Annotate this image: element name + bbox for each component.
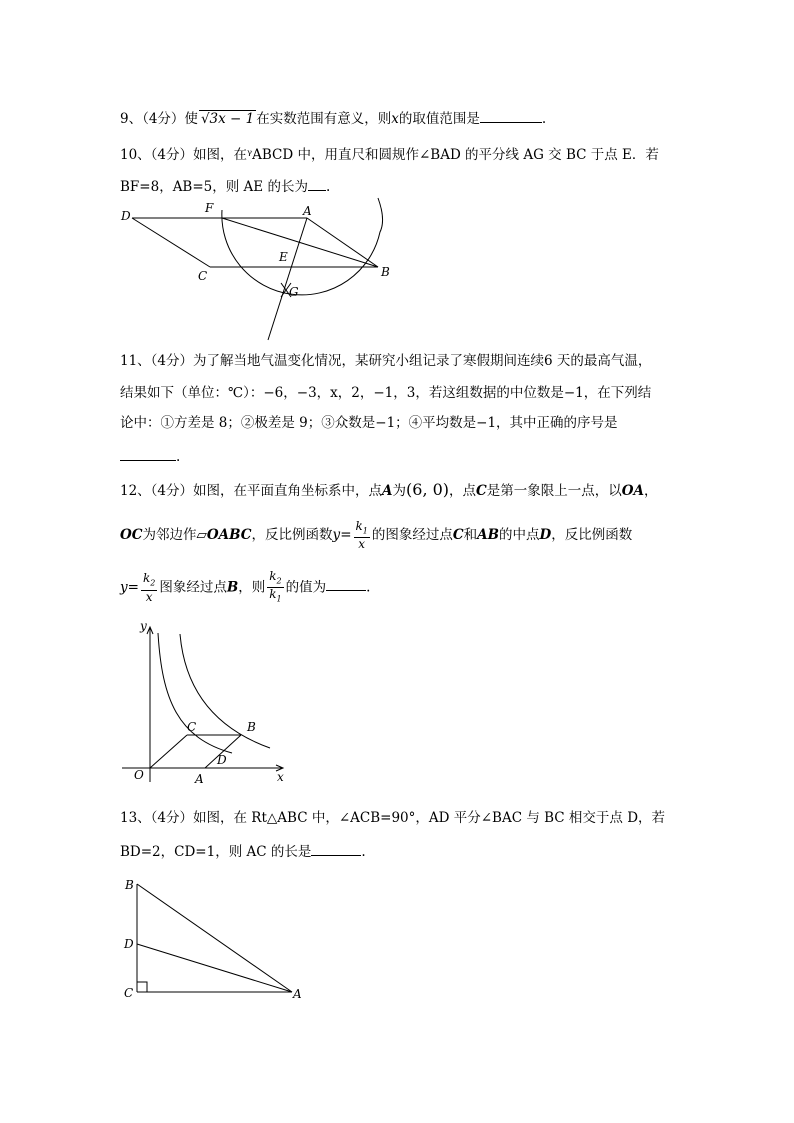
q13-line2 xyxy=(120,841,366,862)
q13-answer-blank[interactable] xyxy=(311,841,361,856)
q12-eq: = xyxy=(127,579,139,596)
q11-line2: 结果如下（单位：℃）：−6，−3，x，2，−1，3，若这组数据的中位数是−1，在下列结 xyxy=(120,385,652,401)
q13-label-D: D xyxy=(124,937,134,951)
q12-text: 的图象经过点 xyxy=(371,527,453,544)
q10-text: BF=8，AB=5，则 AE 的长为 xyxy=(120,179,308,195)
q9-sqrt: √3x − 1 xyxy=(200,111,255,127)
q11-period: . xyxy=(176,449,181,465)
q12-y: y xyxy=(332,527,341,544)
q11-line4 xyxy=(120,446,180,467)
q12-frac-k2-k1 xyxy=(267,570,283,606)
q9-text-tail: 的取值范围是 xyxy=(398,111,480,127)
q13-right-angle-mark xyxy=(137,982,147,992)
q13-side-BA xyxy=(137,884,292,992)
q13-label-A: A xyxy=(293,987,302,1001)
q12-text: ，则 xyxy=(238,579,266,596)
q13-segment-DA xyxy=(137,944,292,992)
q12-label-D: D xyxy=(217,753,227,767)
q12-period: . xyxy=(366,579,371,596)
q9-number: 9、（4分）使 xyxy=(120,111,198,127)
q12-text: ， xyxy=(644,483,658,499)
q12-point-A: A xyxy=(382,483,393,499)
q10-label-E: E xyxy=(279,250,288,264)
q12-answer-blank[interactable] xyxy=(326,576,366,591)
q12-point-B: B xyxy=(226,579,239,596)
q10-label-F: F xyxy=(205,201,214,215)
q12-k2: $k_2$ xyxy=(141,572,157,590)
q9-radicand: 3x − 1 xyxy=(209,111,255,127)
q10-label-G: G xyxy=(289,285,299,299)
q10-label-B: B xyxy=(381,265,390,279)
q10-bisector-AG xyxy=(268,218,307,340)
q12-text: 图象经过点 xyxy=(159,579,227,596)
q12-x: x xyxy=(358,537,366,552)
q9-period: . xyxy=(541,111,547,127)
q12-y: y xyxy=(120,579,128,596)
q12-label-C: C xyxy=(187,720,197,734)
q12-label-y: y xyxy=(140,619,147,633)
q12-frac-k2-x xyxy=(141,572,157,603)
q12-text: 的中点 xyxy=(499,527,540,544)
q12-parallelogram: ▱OABC xyxy=(196,527,252,544)
q12-eq: = xyxy=(340,527,352,544)
q12-label-A: A xyxy=(195,772,204,786)
q9-var: x xyxy=(391,111,399,127)
q11-answer-blank[interactable] xyxy=(120,446,176,461)
q12-point-D: D xyxy=(539,527,552,544)
q9-text: 在实数范围有意义，则 xyxy=(256,111,392,127)
q12-text: 12、（4分）如图，在平面直角坐标系中，点 xyxy=(120,483,383,499)
q12-text: 为邻边作 xyxy=(142,527,197,544)
q12-side-OC xyxy=(150,735,187,768)
q12-text: 是第一象限上一点，以 xyxy=(486,483,622,499)
q12-seg-OC: OC xyxy=(120,527,143,544)
q13-text: BD=2，CD=1，则 AC 的长是 xyxy=(120,844,312,860)
q10-side-DC xyxy=(132,218,210,267)
q10-period: . xyxy=(325,179,331,195)
q10-label-D: D xyxy=(121,209,131,223)
q12-k1: $k_1$ xyxy=(354,520,370,538)
q12-text: ，反比例函数 xyxy=(251,527,333,544)
q12-text: 和 xyxy=(463,527,478,544)
q10-line1: 10、（4分）如图，在ᵞABCD 中，用直尺和圆规作∠BAD 的平分线 AG 交 BC 于点 E．若 xyxy=(120,147,659,163)
q10-segment-FB xyxy=(222,218,378,267)
q13-line1: 13、（4分）如图，在 Rt△ABC 中，∠ACB=90°，AD 平分∠BAC 与 BC 相交于点 D，若 xyxy=(120,810,666,826)
q12-frac-k1-x xyxy=(354,520,370,551)
q12-label-B: B xyxy=(247,720,256,734)
q11-line3: 论中：①方差是 8；②极差是 9；③众数是−1；④平均数是−1，其中正确的序号是 xyxy=(120,415,618,431)
q10-label-A: A xyxy=(303,204,312,218)
q13-label-C: C xyxy=(124,986,134,1000)
q13-period: . xyxy=(361,844,366,860)
q12-k2: $k_2$ xyxy=(267,570,283,588)
q10-label-C: C xyxy=(198,269,208,283)
q13-label-B: B xyxy=(125,878,134,892)
q12-line1 xyxy=(120,480,658,501)
q12-point-C: C xyxy=(476,483,487,499)
q12-text: ，点 xyxy=(449,483,477,499)
q12-label-x: x xyxy=(277,770,284,784)
q12-seg-OA: OA xyxy=(621,483,645,499)
q10-side-AB xyxy=(307,218,378,267)
q12-k1: $k_1$ xyxy=(269,587,282,604)
q12-line2 xyxy=(120,520,632,551)
q12-point-C: C xyxy=(452,527,464,544)
q12-text: 为 xyxy=(392,483,407,499)
q11-line1: 11、（4分）为了解当地气温变化情况，某研究小组记录了寒假期间连续6 天的最高气温， xyxy=(120,353,652,369)
q12-coord: (6, 0) xyxy=(406,480,450,499)
q12-label-O: O xyxy=(134,768,144,782)
q12-text: 的值为 xyxy=(285,579,327,596)
q12-text: ，反比例函数 xyxy=(551,527,633,544)
q12-seg-AB: AB xyxy=(477,527,500,544)
q12-line3 xyxy=(120,570,370,606)
q12-x: x xyxy=(145,589,153,604)
